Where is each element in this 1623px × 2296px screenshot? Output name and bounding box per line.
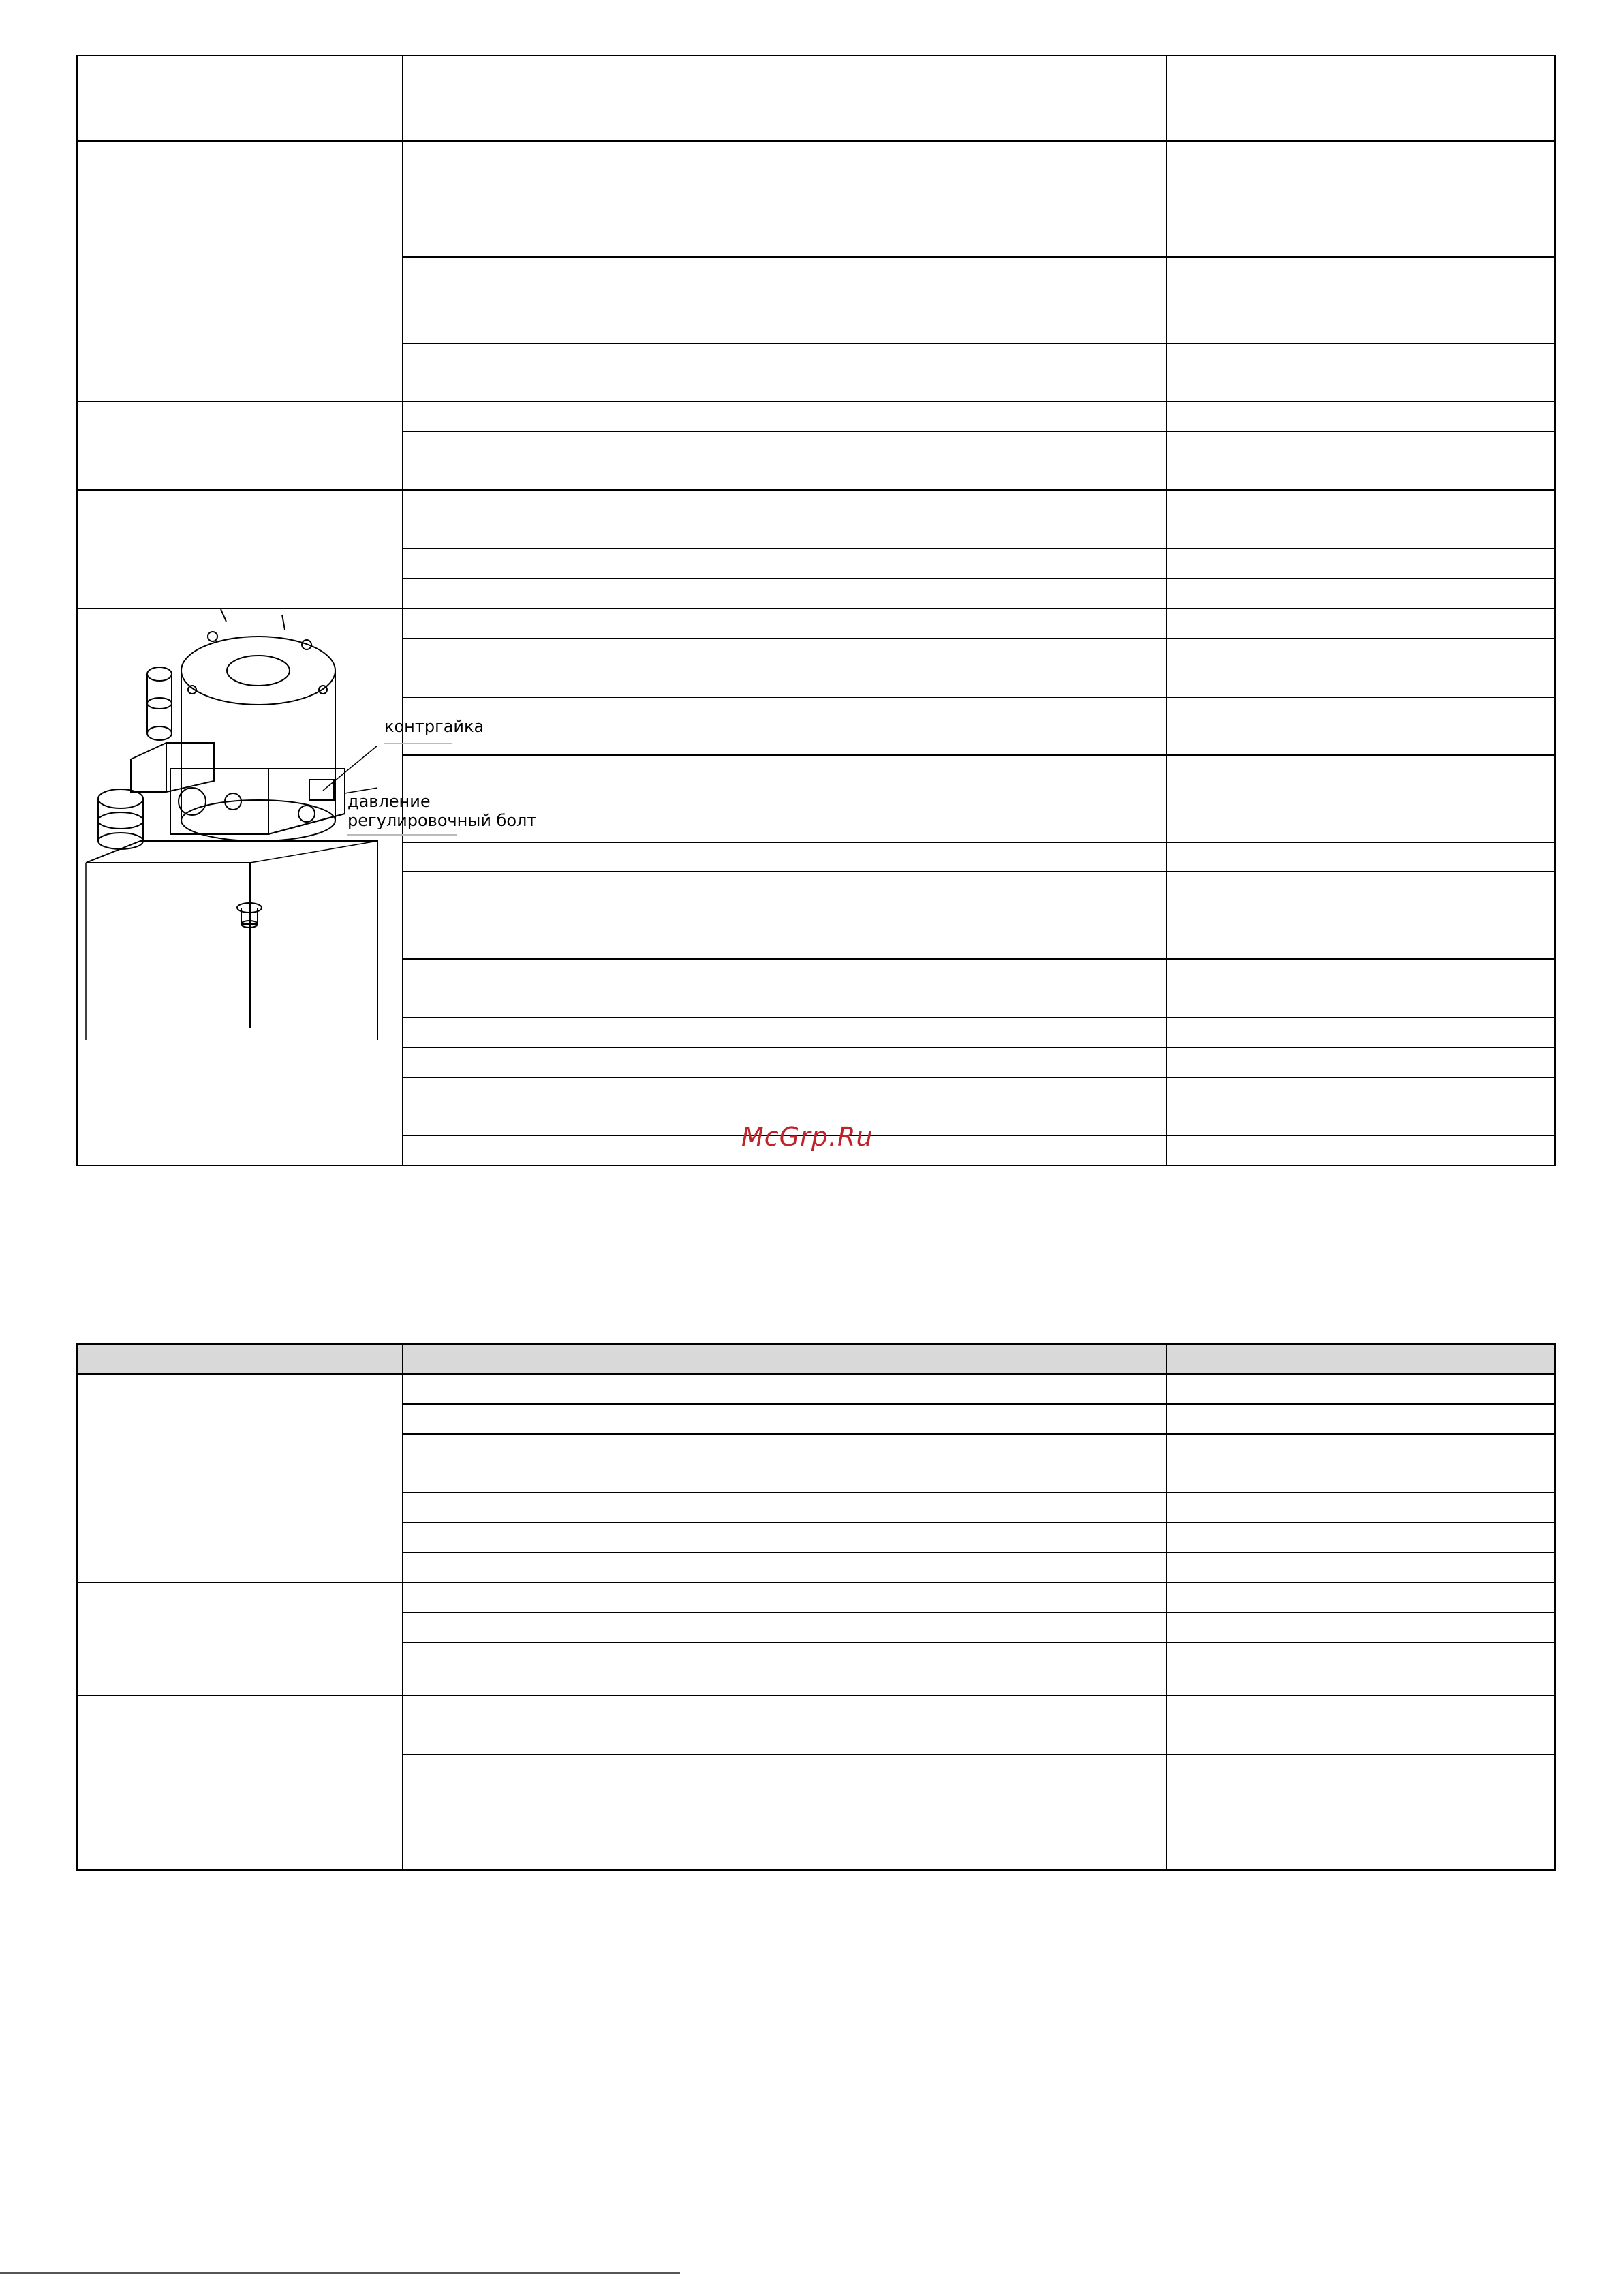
table-cell — [403, 1522, 1166, 1552]
table-cell — [403, 1696, 1166, 1754]
table-cell — [403, 1493, 1166, 1522]
table-cell — [403, 697, 1166, 755]
table-cell — [1166, 55, 1555, 141]
table-cell — [403, 401, 1166, 431]
table-cell — [1166, 1582, 1555, 1612]
table-cell — [403, 639, 1166, 697]
pressure-label: давление — [347, 792, 431, 811]
table-row — [77, 401, 1555, 431]
table-cell — [403, 141, 1166, 257]
header-cell — [1166, 1344, 1555, 1374]
adjust-bolt-underline — [347, 834, 457, 836]
table-cell — [77, 1582, 403, 1696]
table-cell — [1166, 1552, 1555, 1582]
table-cell — [1166, 1696, 1555, 1754]
table-cell — [1166, 959, 1555, 1017]
table-cell — [1166, 431, 1555, 490]
table-row — [77, 609, 1555, 639]
table-cell — [403, 490, 1166, 549]
table-cell — [403, 55, 1166, 141]
table-cell — [403, 1374, 1166, 1404]
table-cell — [77, 401, 403, 490]
table-cell — [1166, 401, 1555, 431]
table-cell — [403, 959, 1166, 1017]
table-cell — [403, 872, 1166, 959]
table-row — [77, 1582, 1555, 1612]
table-row — [77, 1374, 1555, 1404]
table-cell — [1166, 609, 1555, 639]
table-cell — [403, 257, 1166, 343]
table-cell — [77, 1696, 403, 1870]
table-cell — [1166, 1404, 1555, 1434]
table-cell — [1166, 1017, 1555, 1047]
table-cell — [1166, 1493, 1555, 1522]
table-cell — [403, 609, 1166, 639]
table-cell — [1166, 1612, 1555, 1642]
table-cell — [77, 490, 403, 609]
header-cell — [77, 1344, 403, 1374]
table-cell — [403, 842, 1166, 872]
table-cell — [1166, 1642, 1555, 1696]
table-cell — [1166, 842, 1555, 872]
table-cell — [403, 1404, 1166, 1434]
table-cell — [1166, 1522, 1555, 1552]
table-header-row — [77, 1344, 1555, 1374]
table-cell — [1166, 697, 1555, 755]
table-cell — [403, 343, 1166, 401]
table-cell — [77, 141, 403, 401]
table-cell — [403, 579, 1166, 609]
table-cell — [403, 1754, 1166, 1870]
table-cell — [1166, 343, 1555, 401]
table-cell — [77, 1374, 403, 1582]
header-cell — [403, 1344, 1166, 1374]
table-cell — [1166, 755, 1555, 842]
table-cell — [77, 55, 403, 141]
table-cell — [1166, 141, 1555, 257]
table-cell — [403, 431, 1166, 490]
table-cell — [403, 1552, 1166, 1582]
table-cell — [1166, 1077, 1555, 1135]
table-cell — [1166, 490, 1555, 549]
table-cell — [1166, 1047, 1555, 1077]
locknut-label: контргайка — [384, 717, 484, 736]
table-cell — [403, 1017, 1166, 1047]
table-cell — [1166, 872, 1555, 959]
table-row — [77, 141, 1555, 257]
table-cell — [1166, 1434, 1555, 1493]
table-cell — [403, 1612, 1166, 1642]
table-cell — [403, 1434, 1166, 1493]
table-cell — [1166, 1374, 1555, 1404]
table-cell — [403, 1582, 1166, 1612]
table-cell — [1166, 1754, 1555, 1870]
table-cell — [1166, 257, 1555, 343]
table-cell — [1166, 549, 1555, 579]
table-cell — [403, 1642, 1166, 1696]
footnote-divider — [0, 2272, 680, 2274]
troubleshooting-table-2 — [76, 1343, 1556, 1871]
locknut-underline — [384, 743, 452, 744]
table-cell — [1166, 579, 1555, 609]
table-cell — [403, 1047, 1166, 1077]
pump-figure-cell — [77, 609, 537, 1165]
table-row — [77, 1696, 1555, 1754]
table-row — [77, 55, 1555, 141]
table-cell — [403, 549, 1166, 579]
table-cell — [1166, 1135, 1555, 1165]
troubleshooting-table-1 — [76, 55, 1556, 1166]
site-watermark: McGrp.Ru — [741, 1122, 874, 1152]
table-cell — [1166, 639, 1555, 697]
adjust-bolt-label: регулировочный болт — [347, 811, 537, 830]
table-row — [77, 490, 1555, 549]
